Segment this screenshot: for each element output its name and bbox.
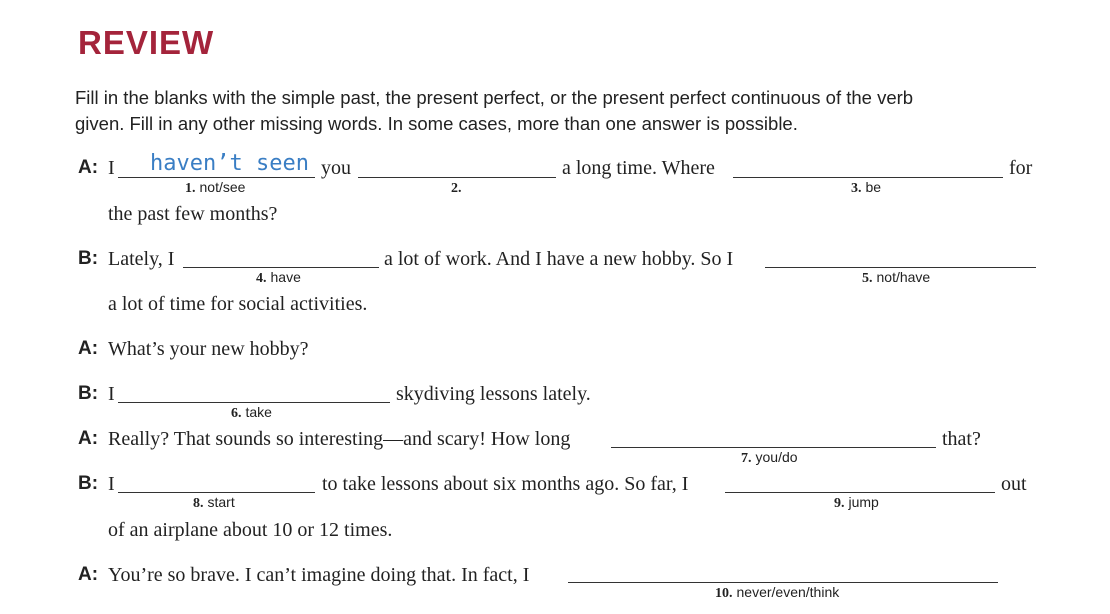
- blank-1-answer: haven’t seen: [150, 151, 309, 176]
- speaker-label: A:: [78, 428, 99, 449]
- dialogue-text: a lot of work. And I have a new hobby. So I: [384, 248, 734, 270]
- dialogue-text: that?: [942, 428, 981, 450]
- dialogue-text: I: [108, 383, 115, 405]
- instructions-line-1: Fill in the blanks with the simple past, the present perfect, or the present perfect continuous of the verb: [75, 87, 914, 108]
- dialogue-text: out: [1001, 473, 1027, 495]
- speaker-label: A:: [78, 338, 99, 359]
- dialogue-text: I: [108, 157, 115, 179]
- dialogue-text: you: [321, 157, 351, 179]
- dialogue-text: for: [1009, 157, 1033, 179]
- blank-5[interactable]: [765, 267, 1036, 268]
- blank-8[interactable]: [118, 492, 315, 493]
- blank-1-hint: 1. not/see: [185, 179, 246, 196]
- blank-3[interactable]: [733, 177, 1003, 178]
- blank-8-hint: 8. start: [193, 494, 235, 511]
- speaker-label: A:: [78, 157, 99, 178]
- dialogue-text: What’s your new hobby?: [108, 338, 309, 360]
- dialogue-text: skydiving lessons lately.: [396, 383, 591, 405]
- blank-5-hint: 5. not/have: [862, 269, 931, 286]
- dialogue-text: Really? That sounds so interesting—and scary! How long: [108, 428, 571, 450]
- dialogue-text: the past few months?: [108, 203, 278, 225]
- blank-2[interactable]: [358, 177, 556, 178]
- dialogue-text: I: [108, 473, 115, 495]
- blank-7-hint: 7. you/do: [741, 449, 798, 466]
- blank-9[interactable]: [725, 492, 995, 493]
- dialogue-text: You’re so brave. I can’t imagine doing that. In fact, I: [108, 564, 530, 586]
- dialogue-text: to take lessons about six months ago. So far, I: [322, 473, 689, 495]
- blank-1[interactable]: [118, 177, 315, 178]
- dialogue-text: Lately, I: [108, 248, 175, 270]
- blank-4-hint: 4. have: [256, 269, 301, 286]
- page-title: REVIEW: [78, 24, 215, 61]
- blank-10[interactable]: [568, 582, 998, 583]
- speaker-label: B:: [78, 473, 99, 494]
- speaker-label: B:: [78, 248, 99, 269]
- blank-6[interactable]: [118, 402, 390, 403]
- blank-3-hint: 3. be: [851, 179, 882, 196]
- blank-9-hint: 9. jump: [834, 494, 879, 511]
- dialogue-text: a lot of time for social activities.: [108, 293, 368, 315]
- blank-2-hint: 2.: [451, 181, 462, 196]
- blank-6-hint: 6. take: [231, 404, 272, 421]
- speaker-label: B:: [78, 383, 99, 404]
- blank-10-hint: 10. never/even/think: [715, 584, 840, 601]
- dialogue-text: a long time. Where: [562, 157, 715, 179]
- dialogue-text: of an airplane about 10 or 12 times.: [108, 519, 393, 541]
- blank-7[interactable]: [611, 447, 936, 448]
- blank-4[interactable]: [183, 267, 379, 268]
- instructions-line-2: given. Fill in any other missing words. In some cases, more than one answer is possible.: [75, 113, 798, 134]
- speaker-label: A:: [78, 564, 99, 585]
